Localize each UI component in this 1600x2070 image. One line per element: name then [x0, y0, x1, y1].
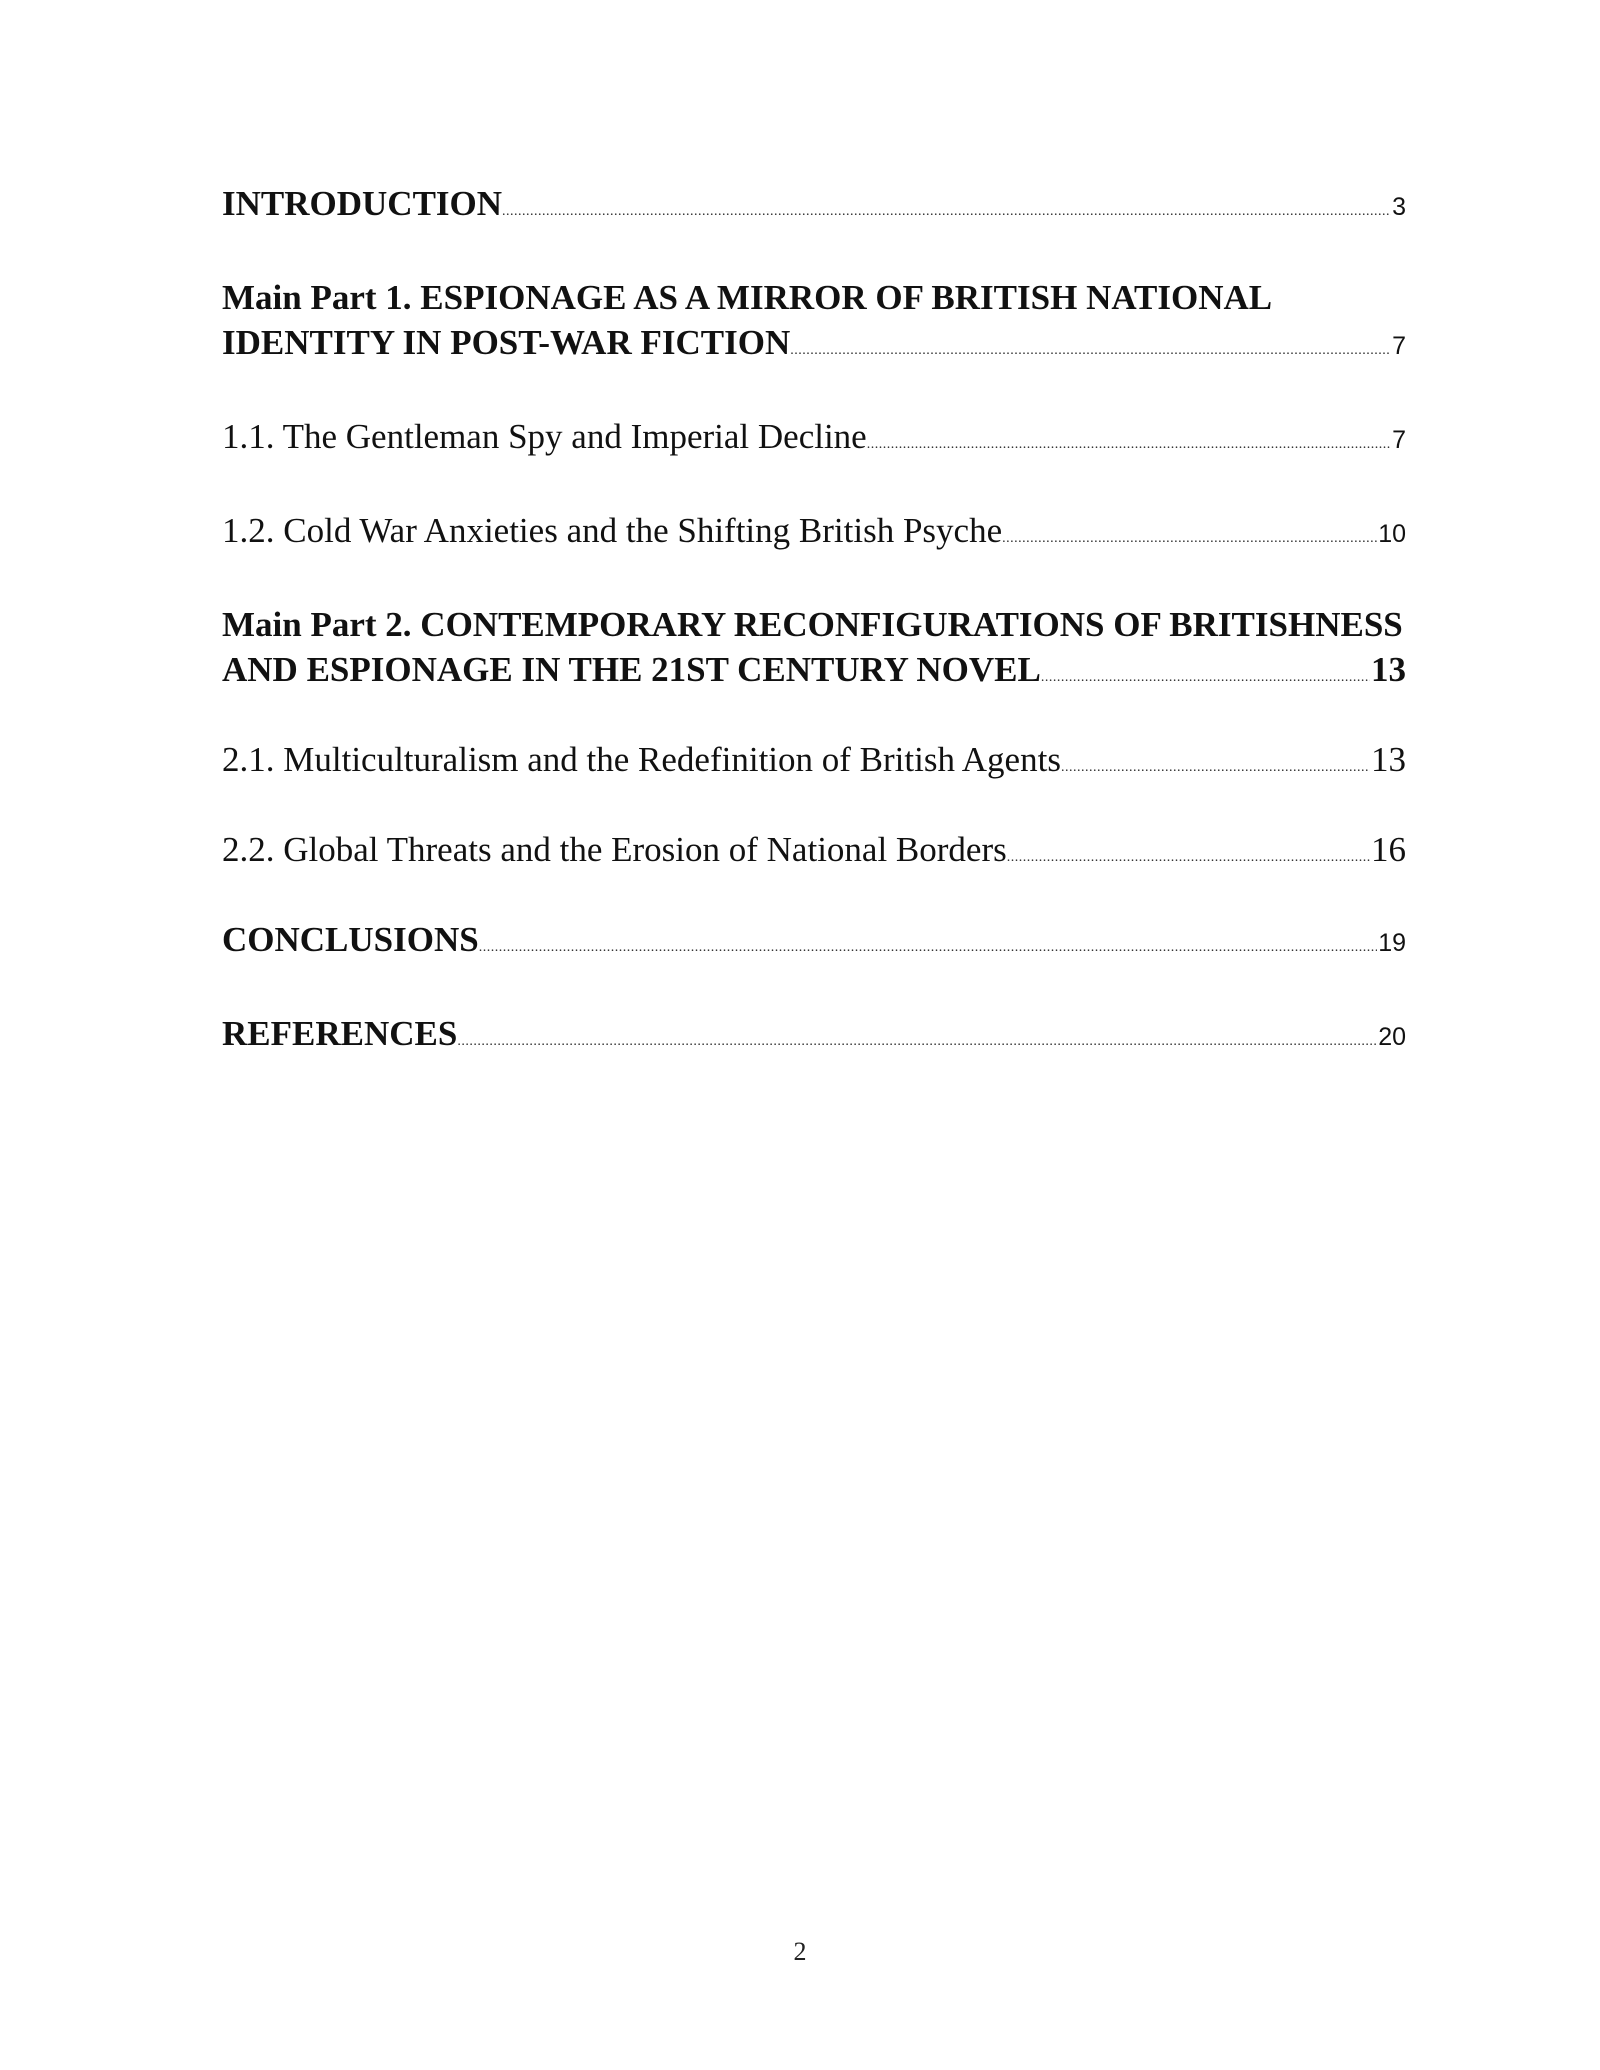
page-number: 2	[793, 1937, 807, 1966]
dot-leader	[1061, 761, 1370, 775]
dot-leader	[479, 941, 1377, 955]
toc-entry-main-part-2[interactable]	[222, 602, 1464, 692]
toc-entry-page: 13	[1371, 650, 1406, 689]
dot-leader	[790, 344, 1391, 358]
toc-entry-2-1[interactable]	[222, 737, 1406, 782]
toc-entry-1-1[interactable]	[222, 414, 1406, 463]
toc-entry-page: 3	[1392, 193, 1406, 221]
toc-entry-title: 1.1. The Gentleman Spy and Imperial Decline	[222, 417, 867, 456]
dot-leader	[457, 1035, 1377, 1049]
table-of-contents	[222, 181, 1464, 1105]
toc-entry-title: 2.2. Global Threats and the Erosion of National Borders	[222, 830, 1007, 869]
toc-entry-title: 2.1. Multiculturalism and the Redefinition of British Agents	[222, 740, 1061, 779]
toc-entry-main-part-1[interactable]	[222, 275, 1464, 369]
toc-entry-1-2[interactable]	[222, 508, 1406, 557]
toc-entry-title-line1: Main Part 1. ESPIONAGE AS A MIRROR OF BRITISH NATIONAL	[222, 278, 1273, 317]
toc-entry-title: INTRODUCTION	[222, 184, 503, 223]
toc-entry-page: 7	[1392, 426, 1406, 454]
dot-leader	[867, 438, 1391, 452]
toc-entry-conclusions[interactable]	[222, 917, 1406, 966]
toc-entry-page: 20	[1378, 1023, 1406, 1051]
toc-entry-title: 1.2. Cold War Anxieties and the Shifting British Psyche	[222, 511, 1003, 550]
dot-leader	[1007, 851, 1370, 865]
dot-leader	[502, 205, 1391, 219]
toc-entry-page: 19	[1378, 929, 1406, 957]
toc-entry-page: 7	[1392, 332, 1406, 360]
toc-entry-introduction[interactable]	[222, 181, 1406, 230]
toc-entry-references[interactable]	[222, 1011, 1406, 1060]
toc-entry-title-line2: IDENTITY IN POST-WAR FICTION	[222, 323, 791, 362]
toc-entry-title-line2: AND ESPIONAGE IN THE 21ST CENTURY NOVEL	[222, 650, 1041, 689]
toc-entry-title: CONCLUSIONS	[222, 920, 479, 959]
toc-entry-title: REFERENCES	[222, 1014, 458, 1053]
toc-entry-title-line1: Main Part 2. CONTEMPORARY RECONFIGURATIONS OF BRITISHNESS	[222, 605, 1403, 644]
dot-leader	[1041, 671, 1370, 685]
toc-entry-2-2[interactable]	[222, 827, 1406, 872]
toc-entry-page: 10	[1378, 520, 1406, 548]
dot-leader	[1002, 532, 1377, 546]
toc-entry-page: 13	[1371, 740, 1406, 779]
toc-entry-page: 16	[1371, 830, 1406, 869]
